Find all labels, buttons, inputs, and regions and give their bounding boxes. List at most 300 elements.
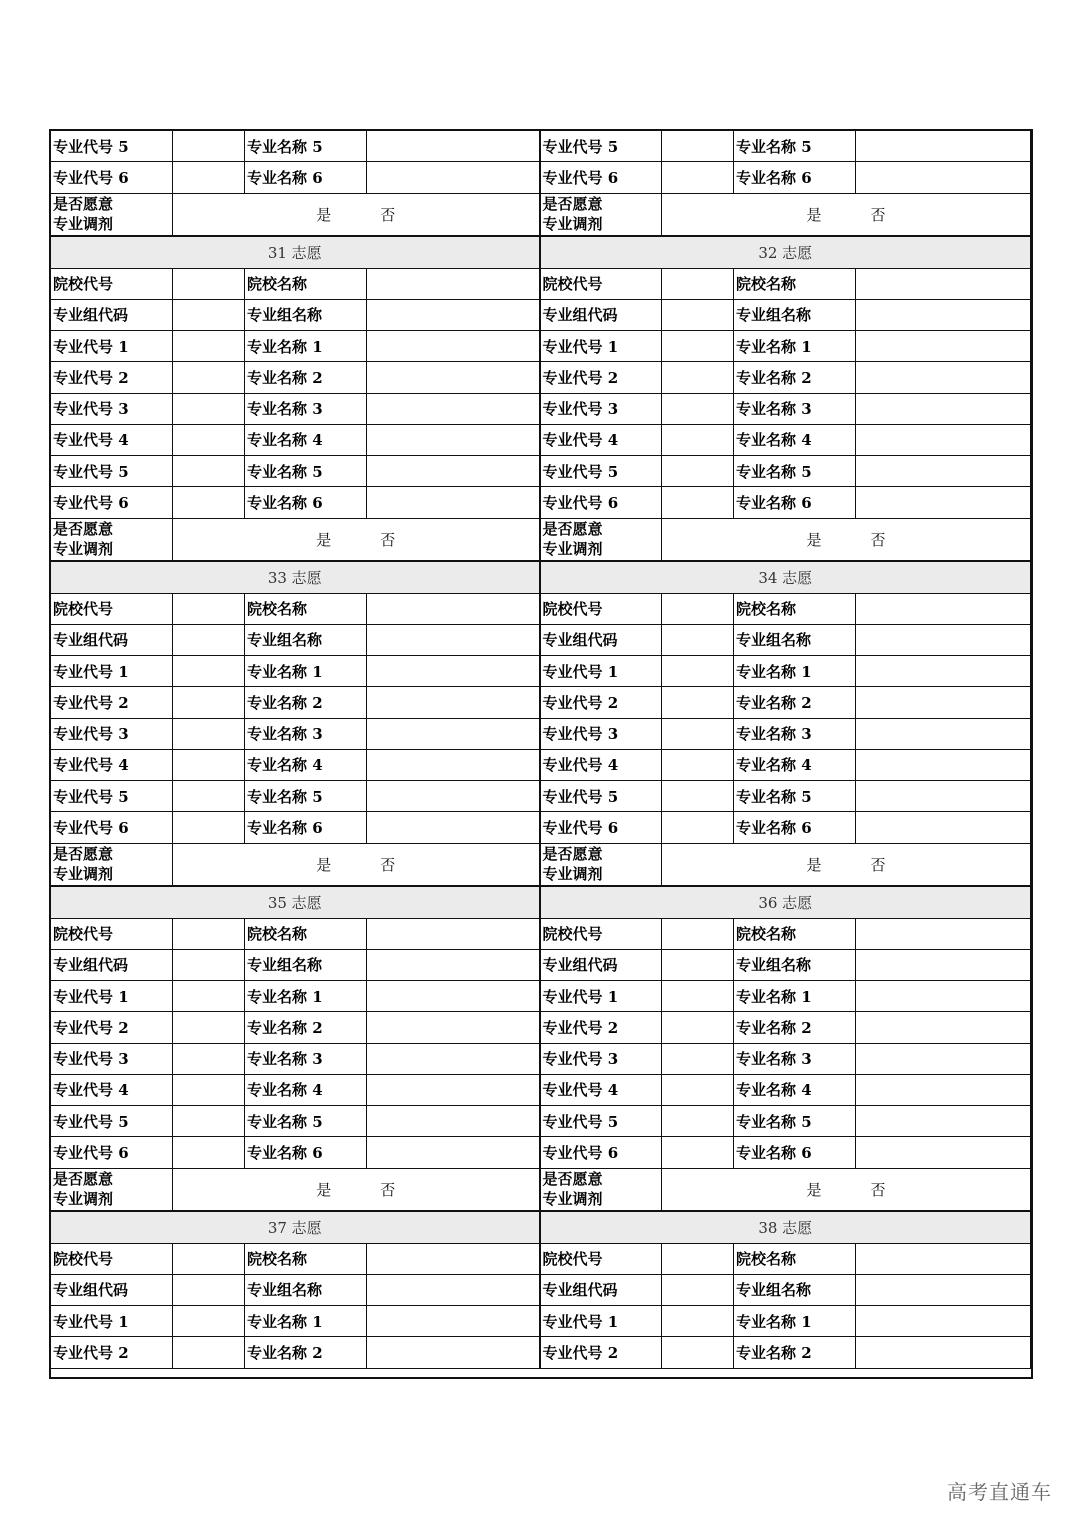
name-input-cell[interactable] xyxy=(856,162,1031,193)
field-label: 专业组代码 xyxy=(51,949,173,980)
name-input-cell[interactable] xyxy=(367,1337,540,1368)
code-input-cell[interactable] xyxy=(173,624,245,655)
adjust-label-line1: 是否愿意 xyxy=(53,845,114,864)
field-label: 专业代号 5 xyxy=(51,456,173,487)
field-label: 院校代号 xyxy=(51,268,173,299)
name-input-cell[interactable] xyxy=(367,1243,540,1274)
field-label: 专业名称 1 xyxy=(245,1306,367,1337)
choice-header-row xyxy=(51,886,1031,918)
no-option[interactable]: 否 xyxy=(870,855,886,874)
field-label: 院校名称 xyxy=(245,918,367,949)
name-input-cell[interactable] xyxy=(856,1306,1031,1337)
choice-header: 33 志愿 xyxy=(51,561,540,593)
no-option[interactable]: 否 xyxy=(870,205,886,224)
name-input-cell[interactable] xyxy=(367,487,540,518)
field-label: 专业组名称 xyxy=(245,624,367,655)
code-input-cell[interactable] xyxy=(662,362,734,393)
field-label: 专业代号 5 xyxy=(51,781,173,812)
adjust-row xyxy=(51,518,1031,561)
name-input-cell[interactable] xyxy=(856,1106,1031,1137)
field-label: 院校名称 xyxy=(734,1243,856,1274)
field-label: 专业组代码 xyxy=(540,299,662,330)
adjust-label-line1: 是否愿意 xyxy=(542,1170,603,1189)
field-label: 专业名称 4 xyxy=(734,749,856,780)
name-input-cell[interactable] xyxy=(856,656,1031,687)
adjust-label-line1: 是否愿意 xyxy=(542,195,603,214)
field-label: 专业名称 3 xyxy=(734,718,856,749)
field-label: 专业组代码 xyxy=(540,949,662,980)
name-input-cell[interactable] xyxy=(367,1074,540,1105)
name-input-cell[interactable] xyxy=(367,593,540,624)
code-input-cell[interactable] xyxy=(662,718,734,749)
code-input-cell[interactable] xyxy=(662,268,734,299)
name-input-cell[interactable] xyxy=(367,624,540,655)
field-label: 专业代号 1 xyxy=(540,656,662,687)
name-input-cell[interactable] xyxy=(367,1012,540,1043)
code-input-cell[interactable] xyxy=(662,1074,734,1105)
field-label: 专业名称 2 xyxy=(734,362,856,393)
field-label: 专业代号 4 xyxy=(540,424,662,455)
name-input-cell[interactable] xyxy=(367,362,540,393)
name-input-cell[interactable] xyxy=(367,749,540,780)
name-input-cell[interactable] xyxy=(856,749,1031,780)
name-input-cell[interactable] xyxy=(367,1106,540,1137)
field-label: 院校代号 xyxy=(51,918,173,949)
code-input-cell[interactable] xyxy=(173,487,245,518)
name-input-cell[interactable] xyxy=(367,393,540,424)
code-input-cell[interactable] xyxy=(173,1106,245,1137)
code-input-cell[interactable] xyxy=(173,131,245,162)
form-row xyxy=(51,456,1031,487)
no-option[interactable]: 否 xyxy=(870,1180,886,1199)
code-input-cell[interactable] xyxy=(662,393,734,424)
code-input-cell[interactable] xyxy=(173,424,245,455)
name-input-cell[interactable] xyxy=(367,131,540,162)
name-input-cell[interactable] xyxy=(367,949,540,980)
form-row xyxy=(51,812,1031,843)
form-row xyxy=(51,1274,1031,1305)
field-label: 专业组名称 xyxy=(734,624,856,655)
code-input-cell[interactable] xyxy=(173,331,245,362)
yes-option[interactable]: 是 xyxy=(806,205,822,224)
name-input-cell[interactable] xyxy=(856,687,1031,718)
code-input-cell[interactable] xyxy=(173,393,245,424)
choice-header: 32 志愿 xyxy=(540,236,1031,268)
field-label: 专业名称 5 xyxy=(734,781,856,812)
name-input-cell[interactable] xyxy=(856,1043,1031,1074)
field-label: 专业名称 6 xyxy=(245,812,367,843)
field-label: 专业组名称 xyxy=(734,1274,856,1305)
field-label: 专业名称 5 xyxy=(245,131,367,162)
name-input-cell[interactable] xyxy=(856,487,1031,518)
field-label: 院校名称 xyxy=(245,593,367,624)
form-row xyxy=(51,749,1031,780)
yes-option[interactable]: 是 xyxy=(316,530,332,549)
adjust-choice xyxy=(662,1168,1031,1211)
code-input-cell[interactable] xyxy=(662,981,734,1012)
form-row xyxy=(51,487,1031,518)
name-input-cell[interactable] xyxy=(856,362,1031,393)
name-input-cell[interactable] xyxy=(856,393,1031,424)
adjust-label-line1: 是否愿意 xyxy=(53,520,114,539)
field-label: 专业名称 1 xyxy=(245,656,367,687)
field-label: 专业名称 5 xyxy=(245,1106,367,1137)
code-input-cell[interactable] xyxy=(173,981,245,1012)
code-input-cell[interactable] xyxy=(173,299,245,330)
code-input-cell[interactable] xyxy=(662,487,734,518)
field-label: 专业名称 1 xyxy=(734,981,856,1012)
field-label: 专业代号 3 xyxy=(51,1043,173,1074)
code-input-cell[interactable] xyxy=(662,1337,734,1368)
no-option[interactable]: 否 xyxy=(380,530,396,549)
name-input-cell[interactable] xyxy=(367,718,540,749)
form-row xyxy=(51,1306,1031,1337)
code-input-cell[interactable] xyxy=(173,1012,245,1043)
field-label: 专业代号 1 xyxy=(51,331,173,362)
field-label: 专业名称 2 xyxy=(734,1337,856,1368)
field-label: 院校名称 xyxy=(245,1243,367,1274)
yes-option[interactable]: 是 xyxy=(316,855,332,874)
field-label: 专业代号 6 xyxy=(51,487,173,518)
name-input-cell[interactable] xyxy=(856,1243,1031,1274)
form-row xyxy=(51,162,1031,193)
name-input-cell[interactable] xyxy=(367,781,540,812)
adjust-row xyxy=(51,193,1031,236)
field-label: 专业代号 3 xyxy=(51,718,173,749)
code-input-cell[interactable] xyxy=(173,1043,245,1074)
field-label: 专业代号 4 xyxy=(51,749,173,780)
name-input-cell[interactable] xyxy=(856,1337,1031,1368)
adjust-choice xyxy=(662,518,1031,561)
adjust-label xyxy=(51,1168,173,1211)
code-input-cell[interactable] xyxy=(173,162,245,193)
field-label: 专业代号 1 xyxy=(540,1306,662,1337)
field-label: 专业代号 2 xyxy=(51,1012,173,1043)
field-label: 专业名称 5 xyxy=(245,456,367,487)
form-row xyxy=(51,1106,1031,1137)
adjust-choice xyxy=(173,843,540,886)
field-label: 专业组名称 xyxy=(734,949,856,980)
field-label: 专业名称 3 xyxy=(734,393,856,424)
choice-header-row xyxy=(51,561,1031,593)
code-input-cell[interactable] xyxy=(662,918,734,949)
yes-option[interactable]: 是 xyxy=(316,205,332,224)
code-input-cell[interactable] xyxy=(173,687,245,718)
name-input-cell[interactable] xyxy=(367,331,540,362)
adjust-label-line2: 专业调剂 xyxy=(542,540,603,559)
field-label: 院校名称 xyxy=(734,593,856,624)
name-input-cell[interactable] xyxy=(856,593,1031,624)
field-label: 专业代号 4 xyxy=(51,424,173,455)
code-input-cell[interactable] xyxy=(662,1043,734,1074)
field-label: 专业名称 1 xyxy=(245,981,367,1012)
name-input-cell[interactable] xyxy=(856,1137,1031,1168)
code-input-cell[interactable] xyxy=(173,1137,245,1168)
code-input-cell[interactable] xyxy=(173,456,245,487)
field-label: 专业名称 4 xyxy=(734,424,856,455)
name-input-cell[interactable] xyxy=(856,131,1031,162)
yes-option[interactable]: 是 xyxy=(806,1180,822,1199)
field-label: 专业名称 4 xyxy=(734,1074,856,1105)
code-input-cell[interactable] xyxy=(173,1306,245,1337)
field-label: 专业代号 1 xyxy=(51,656,173,687)
code-input-cell[interactable] xyxy=(173,1337,245,1368)
field-label: 专业名称 5 xyxy=(734,456,856,487)
field-label: 专业组名称 xyxy=(245,1274,367,1305)
name-input-cell[interactable] xyxy=(367,299,540,330)
choice-header-row xyxy=(51,1211,1031,1243)
field-label: 专业代号 6 xyxy=(540,812,662,843)
name-input-cell[interactable] xyxy=(856,718,1031,749)
adjust-choice xyxy=(173,518,540,561)
field-label: 专业名称 5 xyxy=(734,131,856,162)
field-label: 专业名称 4 xyxy=(245,424,367,455)
no-option[interactable]: 否 xyxy=(870,530,886,549)
no-option[interactable]: 否 xyxy=(380,1180,396,1199)
choice-header: 36 志愿 xyxy=(540,886,1031,918)
field-label: 专业代号 6 xyxy=(51,812,173,843)
code-input-cell[interactable] xyxy=(662,299,734,330)
field-label: 专业代号 6 xyxy=(540,162,662,193)
code-input-cell[interactable] xyxy=(662,1243,734,1274)
adjust-label-line2: 专业调剂 xyxy=(53,540,114,559)
code-input-cell[interactable] xyxy=(662,687,734,718)
form-row xyxy=(51,593,1031,624)
name-input-cell[interactable] xyxy=(856,331,1031,362)
name-input-cell[interactable] xyxy=(856,456,1031,487)
name-input-cell[interactable] xyxy=(856,299,1031,330)
field-label: 专业代号 2 xyxy=(51,1337,173,1368)
field-label: 专业名称 4 xyxy=(245,1074,367,1105)
field-label: 专业代号 1 xyxy=(540,981,662,1012)
field-label: 专业名称 3 xyxy=(245,1043,367,1074)
form-row xyxy=(51,1012,1031,1043)
code-input-cell[interactable] xyxy=(173,593,245,624)
field-label: 专业名称 1 xyxy=(734,1306,856,1337)
name-input-cell[interactable] xyxy=(367,424,540,455)
field-label: 专业代号 5 xyxy=(540,1106,662,1137)
field-label: 院校代号 xyxy=(51,593,173,624)
form-row xyxy=(51,268,1031,299)
name-input-cell[interactable] xyxy=(367,981,540,1012)
code-input-cell[interactable] xyxy=(173,781,245,812)
code-input-cell[interactable] xyxy=(173,749,245,780)
adjust-label-line1: 是否愿意 xyxy=(542,845,603,864)
choice-header: 35 志愿 xyxy=(51,886,540,918)
code-input-cell[interactable] xyxy=(662,812,734,843)
adjust-label xyxy=(51,843,173,886)
field-label: 专业名称 1 xyxy=(734,656,856,687)
field-label: 专业名称 2 xyxy=(734,1012,856,1043)
watermark: 高考直通车 xyxy=(947,1480,1052,1504)
field-label: 专业代号 2 xyxy=(540,687,662,718)
form-row xyxy=(51,299,1031,330)
code-input-cell[interactable] xyxy=(173,812,245,843)
field-label: 专业名称 2 xyxy=(734,687,856,718)
name-input-cell[interactable] xyxy=(367,656,540,687)
code-input-cell[interactable] xyxy=(662,749,734,780)
field-label: 专业名称 3 xyxy=(734,1043,856,1074)
field-label: 专业代号 4 xyxy=(51,1074,173,1105)
name-input-cell[interactable] xyxy=(856,1274,1031,1305)
field-label: 院校代号 xyxy=(540,1243,662,1274)
field-label: 专业名称 3 xyxy=(245,718,367,749)
field-label: 专业代号 2 xyxy=(540,1337,662,1368)
field-label: 专业名称 3 xyxy=(245,393,367,424)
field-label: 专业代号 5 xyxy=(51,131,173,162)
name-input-cell[interactable] xyxy=(367,268,540,299)
code-input-cell[interactable] xyxy=(662,593,734,624)
code-input-cell[interactable] xyxy=(173,362,245,393)
field-label: 专业组代码 xyxy=(51,299,173,330)
field-label: 专业代号 1 xyxy=(540,331,662,362)
no-option[interactable]: 否 xyxy=(380,205,396,224)
name-input-cell[interactable] xyxy=(856,949,1031,980)
adjust-label-line1: 是否愿意 xyxy=(53,1170,114,1189)
code-input-cell[interactable] xyxy=(173,268,245,299)
field-label: 专业名称 6 xyxy=(734,487,856,518)
name-input-cell[interactable] xyxy=(367,162,540,193)
field-label: 专业名称 4 xyxy=(245,749,367,780)
code-input-cell[interactable] xyxy=(173,949,245,980)
adjust-label xyxy=(540,518,662,561)
name-input-cell[interactable] xyxy=(367,1274,540,1305)
field-label: 专业名称 6 xyxy=(734,1137,856,1168)
name-input-cell[interactable] xyxy=(856,1074,1031,1105)
adjust-choice xyxy=(662,843,1031,886)
form-row xyxy=(51,656,1031,687)
code-input-cell[interactable] xyxy=(662,1274,734,1305)
form-row xyxy=(51,781,1031,812)
field-label: 专业名称 2 xyxy=(245,1012,367,1043)
field-label: 院校代号 xyxy=(51,1243,173,1274)
field-label: 院校代号 xyxy=(540,918,662,949)
field-label: 专业代号 5 xyxy=(540,456,662,487)
adjust-label xyxy=(540,193,662,236)
adjust-label-line2: 专业调剂 xyxy=(53,865,114,884)
application-form-table xyxy=(50,130,1031,1369)
code-input-cell[interactable] xyxy=(662,624,734,655)
code-input-cell[interactable] xyxy=(173,1274,245,1305)
code-input-cell[interactable] xyxy=(173,656,245,687)
yes-option[interactable]: 是 xyxy=(316,1180,332,1199)
adjust-label xyxy=(540,843,662,886)
code-input-cell[interactable] xyxy=(662,1106,734,1137)
field-label: 专业组代码 xyxy=(540,1274,662,1305)
field-label: 专业代号 3 xyxy=(51,393,173,424)
name-input-cell[interactable] xyxy=(367,456,540,487)
field-label: 专业名称 5 xyxy=(245,781,367,812)
name-input-cell[interactable] xyxy=(856,624,1031,655)
name-input-cell[interactable] xyxy=(367,918,540,949)
field-label: 专业名称 6 xyxy=(734,812,856,843)
code-input-cell[interactable] xyxy=(662,456,734,487)
adjust-row xyxy=(51,1168,1031,1211)
form-row xyxy=(51,331,1031,362)
code-input-cell[interactable] xyxy=(662,331,734,362)
code-input-cell[interactable] xyxy=(662,1137,734,1168)
adjust-label-line2: 专业调剂 xyxy=(53,1190,114,1209)
code-input-cell[interactable] xyxy=(662,162,734,193)
field-label: 专业代号 2 xyxy=(51,687,173,718)
code-input-cell[interactable] xyxy=(662,781,734,812)
field-label: 专业组代码 xyxy=(51,1274,173,1305)
code-input-cell[interactable] xyxy=(662,656,734,687)
field-label: 专业代号 5 xyxy=(51,1106,173,1137)
adjust-choice xyxy=(173,193,540,236)
form-row xyxy=(51,949,1031,980)
code-input-cell[interactable] xyxy=(662,949,734,980)
field-label: 院校名称 xyxy=(245,268,367,299)
adjust-label-line2: 专业调剂 xyxy=(542,215,603,234)
name-input-cell[interactable] xyxy=(856,781,1031,812)
field-label: 院校代号 xyxy=(540,593,662,624)
name-input-cell[interactable] xyxy=(856,981,1031,1012)
field-label: 专业代号 4 xyxy=(540,749,662,780)
yes-option[interactable]: 是 xyxy=(806,530,822,549)
name-input-cell[interactable] xyxy=(856,424,1031,455)
name-input-cell[interactable] xyxy=(856,1012,1031,1043)
choice-header: 31 志愿 xyxy=(51,236,540,268)
field-label: 专业组代码 xyxy=(540,624,662,655)
form-row xyxy=(51,687,1031,718)
form-row xyxy=(51,718,1031,749)
field-label: 专业名称 2 xyxy=(245,687,367,718)
field-label: 专业代号 1 xyxy=(51,1306,173,1337)
name-input-cell[interactable] xyxy=(856,918,1031,949)
code-input-cell[interactable] xyxy=(662,1306,734,1337)
yes-option[interactable]: 是 xyxy=(806,855,822,874)
field-label: 专业名称 6 xyxy=(734,162,856,193)
adjust-label xyxy=(540,1168,662,1211)
adjust-label-line2: 专业调剂 xyxy=(542,1190,603,1209)
adjust-choice xyxy=(662,193,1031,236)
code-input-cell[interactable] xyxy=(662,131,734,162)
adjust-label-line2: 专业调剂 xyxy=(53,215,114,234)
field-label: 专业组名称 xyxy=(245,949,367,980)
field-label: 专业名称 1 xyxy=(734,331,856,362)
name-input-cell[interactable] xyxy=(367,687,540,718)
form-row xyxy=(51,362,1031,393)
name-input-cell[interactable] xyxy=(367,1137,540,1168)
field-label: 院校代号 xyxy=(540,268,662,299)
code-input-cell[interactable] xyxy=(662,424,734,455)
field-label: 院校名称 xyxy=(734,268,856,299)
form-row xyxy=(51,624,1031,655)
form-row xyxy=(51,1043,1031,1074)
code-input-cell[interactable] xyxy=(173,1074,245,1105)
no-option[interactable]: 否 xyxy=(380,855,396,874)
name-input-cell[interactable] xyxy=(367,1043,540,1074)
adjust-label xyxy=(51,193,173,236)
adjust-label-line1: 是否愿意 xyxy=(53,195,114,214)
name-input-cell[interactable] xyxy=(856,268,1031,299)
name-input-cell[interactable] xyxy=(856,812,1031,843)
choice-header-row xyxy=(51,236,1031,268)
code-input-cell[interactable] xyxy=(173,1243,245,1274)
form-row xyxy=(51,393,1031,424)
code-input-cell[interactable] xyxy=(173,918,245,949)
field-label: 专业名称 1 xyxy=(245,331,367,362)
field-label: 专业代号 3 xyxy=(540,393,662,424)
name-input-cell[interactable] xyxy=(367,1306,540,1337)
form-row xyxy=(51,981,1031,1012)
field-label: 专业代号 3 xyxy=(540,1043,662,1074)
code-input-cell[interactable] xyxy=(173,718,245,749)
name-input-cell[interactable] xyxy=(367,812,540,843)
code-input-cell[interactable] xyxy=(662,1012,734,1043)
adjust-label-line1: 是否愿意 xyxy=(542,520,603,539)
